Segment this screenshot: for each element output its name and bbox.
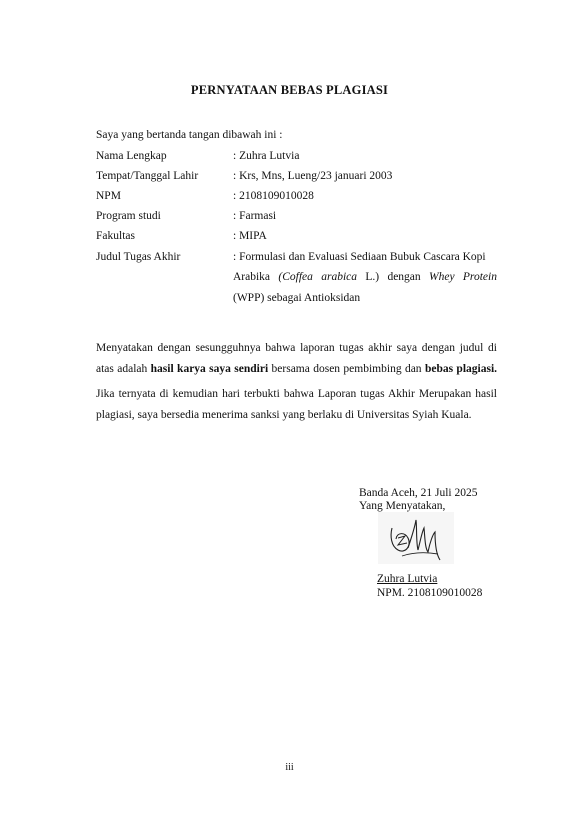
judul-line-2 (233, 270, 497, 284)
field-label-judul: Judul Tugas Akhir (96, 251, 181, 263)
statement-line-2 (96, 362, 497, 376)
field-value-prodi: : Farmasi (233, 210, 277, 222)
judul-line-3: (WPP) sebagai Antioksidan (233, 292, 361, 304)
judul-text: Arabika (233, 271, 279, 283)
statement-text: bersama dosen pembimbing dan (268, 363, 425, 375)
field-value-ttl: : Krs, Mns, Lueng/23 januari 2003 (233, 170, 393, 182)
signature-image (378, 512, 454, 564)
field-value-npm: : 2108109010028 (233, 190, 314, 202)
field-value-fakultas: : MIPA (233, 230, 267, 242)
statement-line-1: Menyatakan dengan sesungguhnya bahwa laporan tugas akhir saya dengan judul di (96, 342, 497, 354)
consequence-line-1: Jika ternyata di kemudian hari terbukti bahwa Laporan tugas Akhir Merupakan hasil (96, 388, 497, 400)
field-label-fakultas: Fakultas (96, 230, 135, 242)
field-label-ttl: Tempat/Tanggal Lahir (96, 170, 199, 182)
consequence-line-2: plagiasi, saya bersedia menerima sanksi yang berlaku di Universitas Syiah Kuala. (96, 409, 472, 421)
field-label-nama: Nama Lengkap (96, 150, 167, 162)
statement-emphasis: bebas plagiasi. (424, 363, 498, 375)
field-value-judul: : Formulasi dan Evaluasi Sediaan Bubuk Cascara Kopi (233, 251, 486, 263)
page-number: iii (285, 762, 294, 773)
judul-species-name: (Coffea arabica (278, 271, 358, 283)
statement-emphasis: hasil karya saya sendiri (150, 363, 269, 375)
judul-text: L.) dengan (357, 271, 430, 283)
signer-npm: NPM. 2108109010028 (377, 587, 483, 599)
field-label-prodi: Program studi (96, 210, 161, 222)
intro-text: Saya yang bertanda tangan dibawah ini : (96, 129, 283, 141)
judul-whey-protein: Whey Protein (429, 271, 497, 283)
signer-name: Zuhra Lutvia (377, 573, 438, 585)
place-date: Banda Aceh, 21 Juli 2025 (359, 487, 478, 499)
field-value-nama: : Zuhra Lutvia (233, 150, 300, 162)
page-title: PERNYATAAN BEBAS PLAGIASI (190, 83, 389, 97)
field-label-npm: NPM (96, 190, 121, 202)
statement-text: atas adalah (96, 363, 151, 375)
statement-closing: Yang Menyatakan, (359, 500, 446, 512)
